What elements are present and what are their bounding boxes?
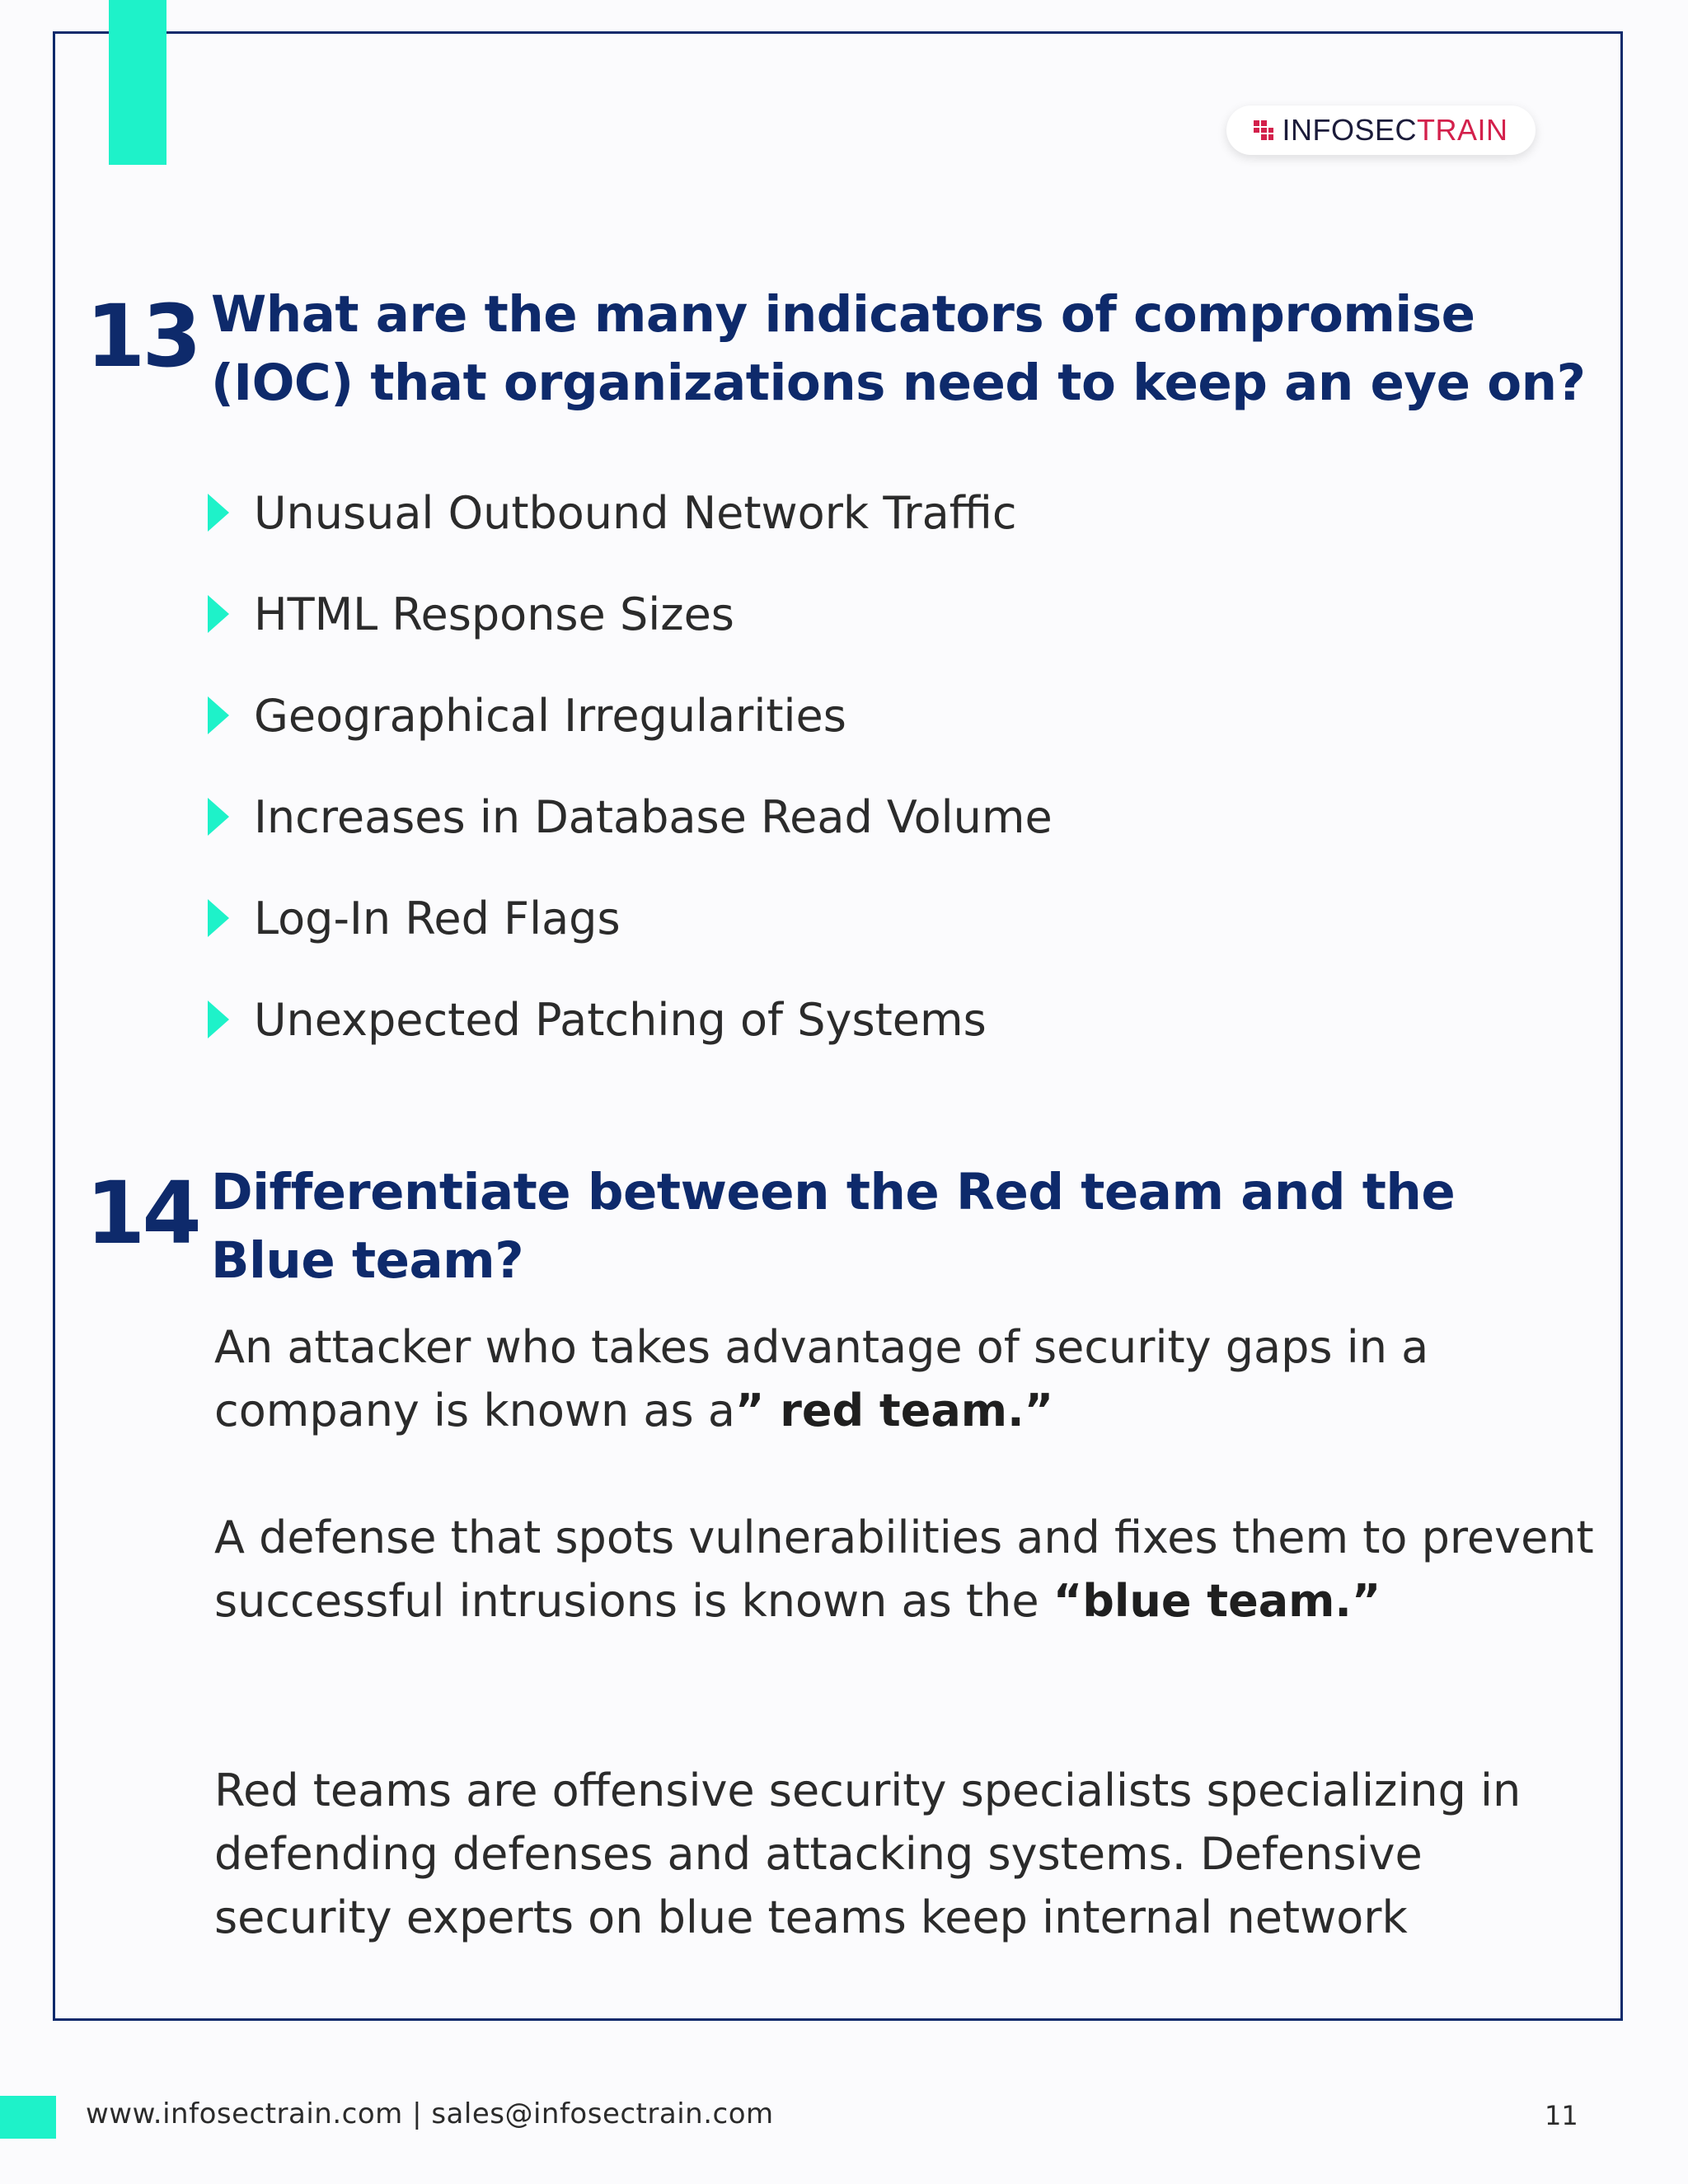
list-item-text: Geographical Irregularities (254, 690, 846, 742)
page-number: 11 (1545, 2100, 1578, 2131)
list-item-text: HTML Response Sizes (254, 588, 734, 640)
logo-text-infosec: INFOSEC (1282, 113, 1417, 147)
arrow-bullet-icon (208, 494, 229, 532)
question-14-number: 14 (86, 1163, 199, 1263)
paragraph-red-vs-blue: Red teams are offensive security specialists specializing in defending defenses and attacking systems. Defensive security experts on blue teams keep internal network (214, 1765, 1522, 1943)
question-14-title: Differentiate between the Red team and the Blue team? (211, 1163, 1456, 1290)
ioc-list (208, 484, 1053, 1092)
logo-mark-icon (1254, 120, 1273, 140)
list-item (208, 585, 1053, 687)
footer-accent (0, 2096, 56, 2139)
logo-text-train: TRAIN (1417, 113, 1508, 147)
list-item (208, 889, 1053, 991)
paragraph-blue-team (214, 1506, 1599, 1633)
accent-tab (109, 0, 166, 165)
list-item (208, 687, 1053, 788)
list-item-text: Log-In Red Flags (254, 893, 621, 944)
paragraph-red-team (214, 1315, 1599, 1442)
list-item-text: Unusual Outbound Network Traffic (254, 487, 1017, 539)
arrow-bullet-icon (208, 696, 229, 734)
bold-red-team: ” red team.” (734, 1385, 1054, 1436)
list-item-text: Increases in Database Read Volume (254, 791, 1053, 843)
arrow-bullet-icon (208, 899, 229, 937)
paragraph-text: An attacker who takes advantage of security gaps in a company is known as a (214, 1321, 1429, 1436)
arrow-bullet-icon (208, 1001, 229, 1038)
footer-contact: www.infosectrain.com | sales@infosectrain.com (86, 2097, 774, 2130)
infosectrain-logo (1226, 105, 1536, 155)
list-item (208, 991, 1053, 1092)
bold-blue-team: “blue team.” (1053, 1575, 1381, 1627)
list-item (208, 484, 1053, 585)
question-13-number: 13 (86, 286, 199, 387)
arrow-bullet-icon (208, 595, 229, 633)
list-item-text: Unexpected Patching of Systems (254, 994, 987, 1046)
paragraph-text: A defense that spots vulnerabilities and fixes them to prevent successful intrusions is known as the (214, 1511, 1594, 1627)
list-item (208, 788, 1053, 889)
logo-wordmark (1282, 113, 1507, 148)
question-13-title: What are the many indicators of compromise (IOC) that organizations need to keep an eye on? (211, 285, 1586, 412)
arrow-bullet-icon (208, 798, 229, 836)
